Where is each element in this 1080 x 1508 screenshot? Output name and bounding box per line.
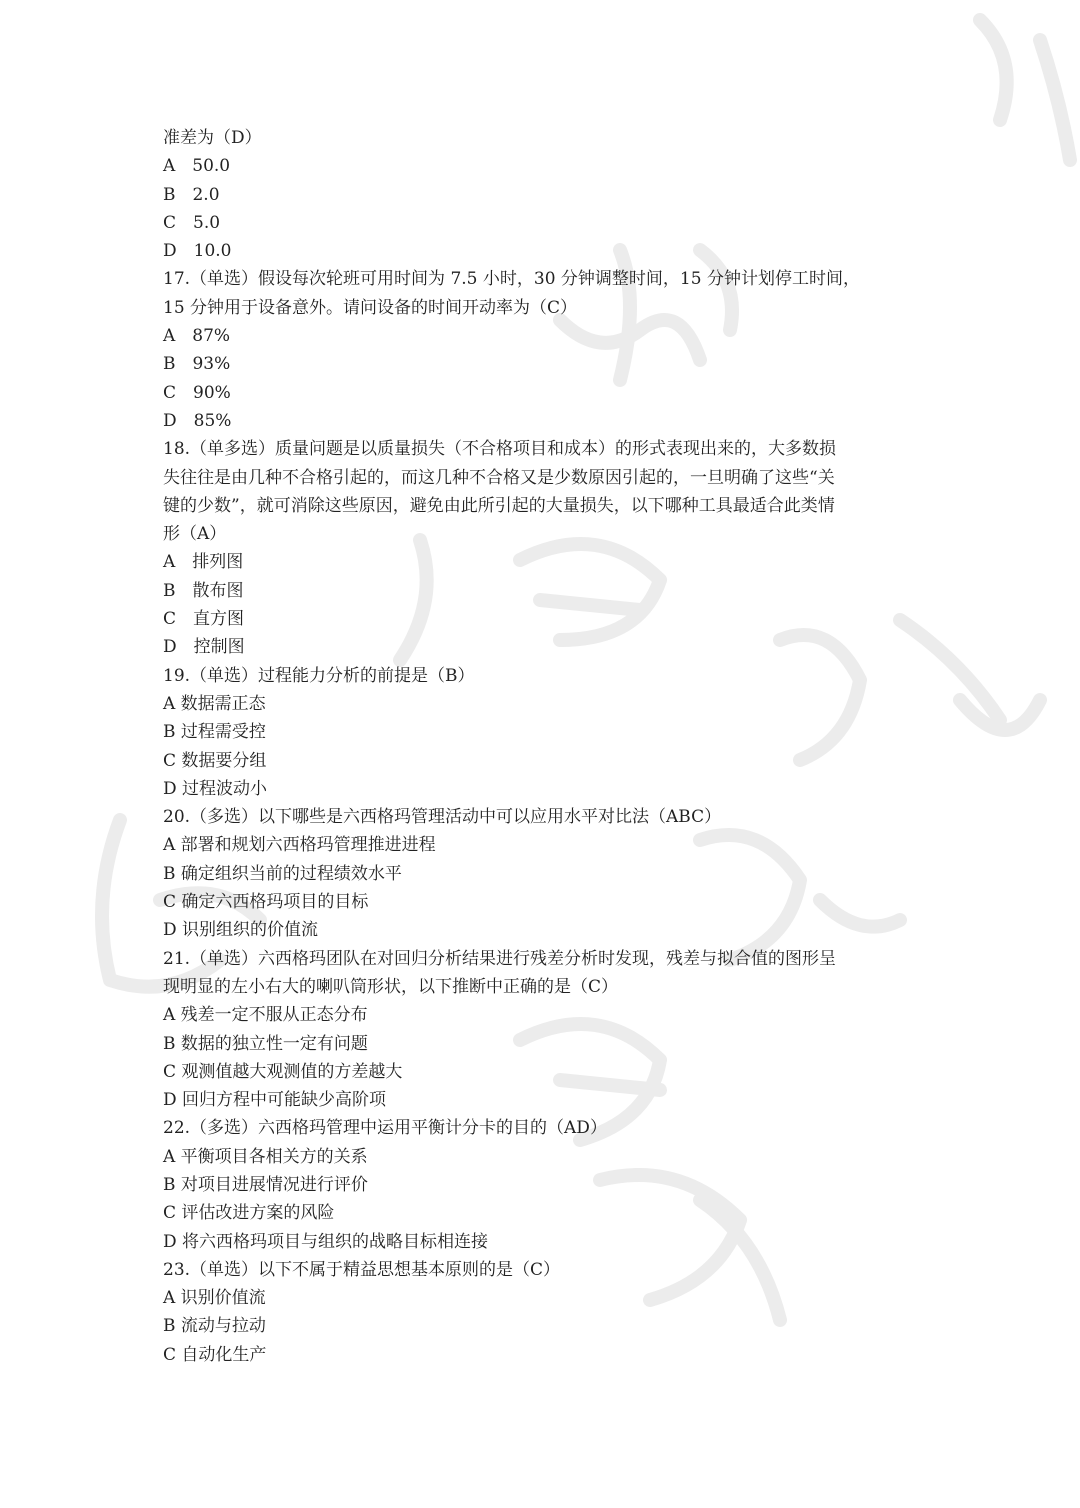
option-line: A 残差一定不服从正态分布 [163,1005,368,1026]
question-line: 21.（单选）六西格玛团队在对回归分析结果进行残差分析时发现，残差与拟合值的图形呈 [163,948,837,969]
option-line: C 5.0 [163,212,221,233]
question-line: 20.（多选）以下哪些是六西格玛管理活动中可以应用水平对比法（ABC） [163,807,722,828]
question-line: 22.（多选）六西格玛管理中运用平衡计分卡的目的（AD） [163,1118,607,1139]
question-line: 15 分钟用于设备意外。请问设备的时间开动率为（C） [163,297,578,318]
option-line: A 平衡项目各相关方的关系 [163,1146,368,1167]
option-line: A 部署和规划六西格玛管理推进进程 [163,835,436,856]
option-line: B 对项目进展情况进行评价 [163,1174,368,1195]
question-line: 23.（单选）以下不属于精益思想基本原则的是（C） [163,1259,561,1280]
option-line: D 将六西格玛项目与组织的战略目标相连接 [163,1231,489,1252]
option-line: C 观测值越大观测值的方差越大 [163,1061,403,1082]
option-line: C 90% [163,382,231,403]
option-line: B 确定组织当前的过程绩效水平 [163,863,402,884]
question-line: 17.（单选）假设每次轮班可用时间为 7.5 小时，30 分钟调整时间，15 分钟计划停工时间， [163,269,860,290]
option-line: B 2.0 [163,184,220,205]
option-line: A 数据需正态 [163,693,266,714]
option-line: C 评估改进方案的风险 [163,1203,335,1224]
document-body [163,124,923,1369]
question-line: 现明显的左小右大的喇叭筒形状，以下推断中正确的是（C） [163,976,619,997]
option-line: D 10.0 [163,241,232,262]
option-line: B 过程需受控 [163,722,266,743]
question-line: 键的少数”，就可消除这些原因，避免由此所引起的大量损失，以下哪种工具最适合此类情 [163,495,835,516]
option-line: B 散布图 [163,580,244,601]
option-line: B 数据的独立性一定有问题 [163,1033,368,1054]
option-line: A 识别价值流 [163,1288,266,1309]
text-line: 准差为（D） [163,128,262,148]
option-line: B 流动与拉动 [163,1316,266,1337]
option-line: D 控制图 [163,637,245,658]
option-line: D 过程波动小 [163,778,268,799]
option-line: A 87% [163,326,231,347]
option-line: A 50.0 [163,156,231,177]
option-line: C 数据要分组 [163,750,267,771]
question-line: 18.（单多选）质量问题是以质量损失（不合格项目和成本）的形式表现出来的，大多数损 [163,439,837,460]
option-line: B 93% [163,354,231,375]
option-line: C 直方图 [163,609,245,630]
option-line: D 识别组织的价值流 [163,920,319,941]
question-line: 19.（单选）过程能力分析的前提是（B） [163,665,475,686]
option-line: D 回归方程中可能缺少高阶项 [163,1090,387,1111]
question-line: 形（A） [163,524,227,545]
option-line: C 确定六西格玛项目的目标 [163,892,369,913]
question-line: 失往往是由几种不合格引起的，而这几种不合格又是少数原因引起的，一旦明确了这些“关 [163,467,835,488]
option-line: D 85% [163,410,232,431]
option-line: A 排列图 [163,552,244,573]
option-line: C 自动化生产 [163,1344,267,1365]
